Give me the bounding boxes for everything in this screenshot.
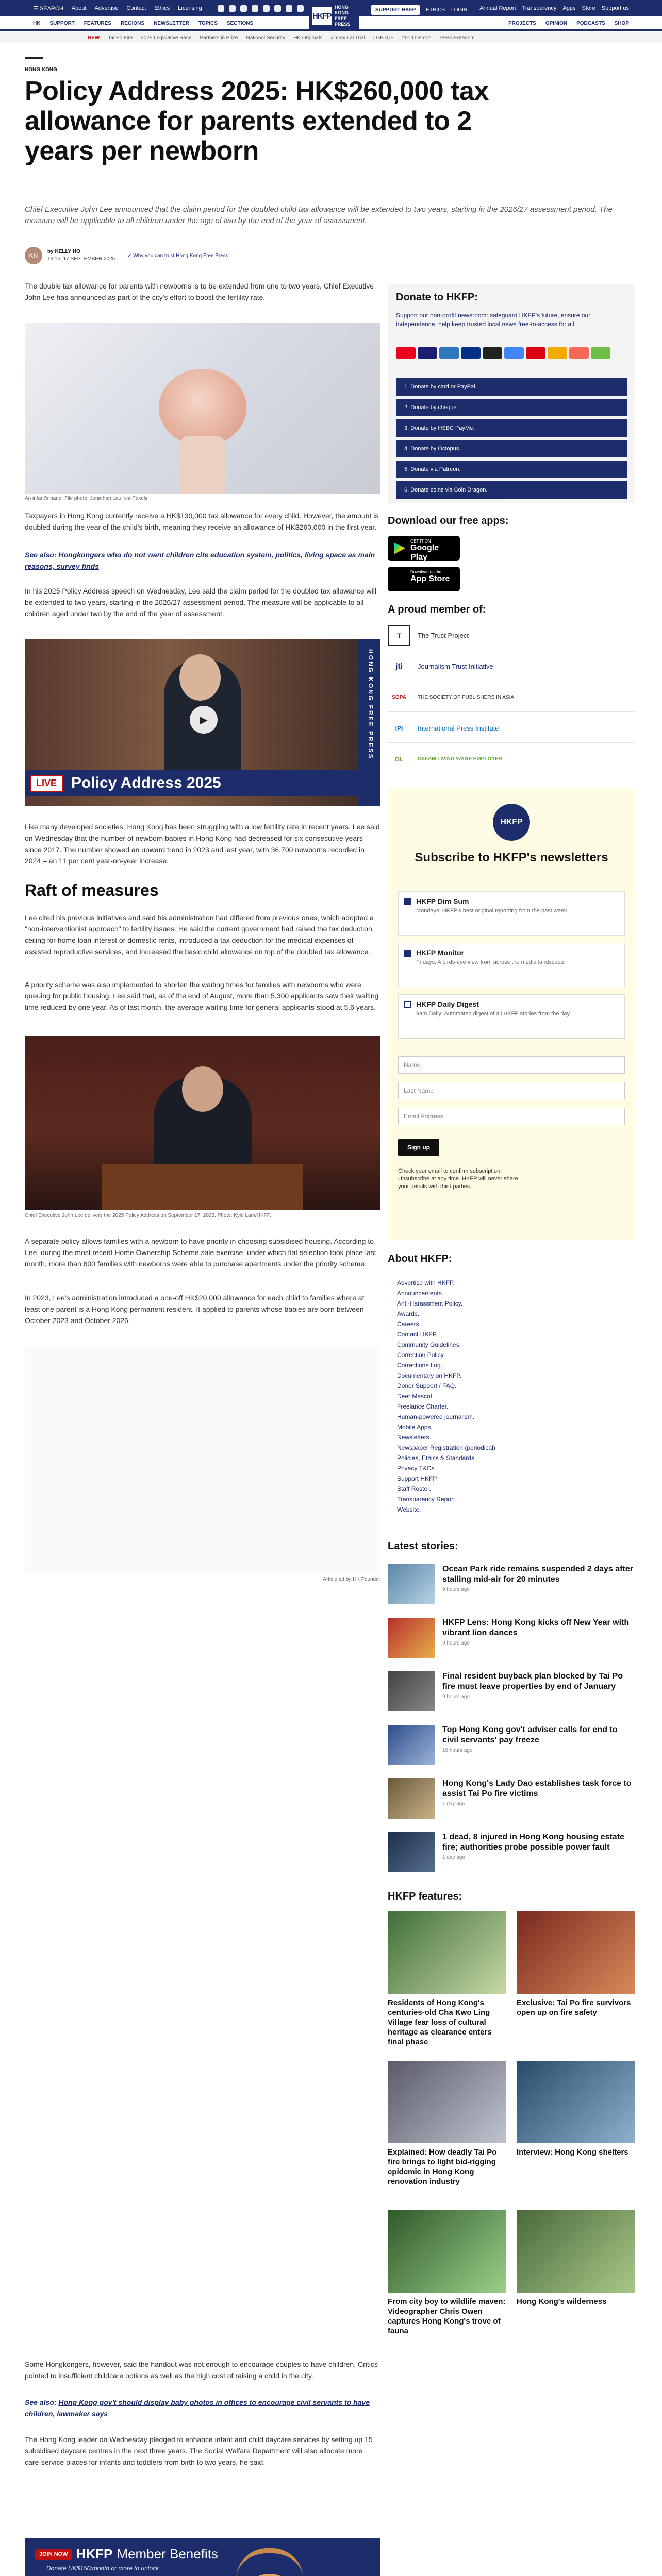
about-link[interactable]: Transparency Report.: [397, 1496, 457, 1503]
member-name: OXFAM LIVING WAGE EMPLOYER: [418, 756, 502, 762]
donate-more-link[interactable]: More ways to support independent media.: [396, 493, 502, 499]
sopa-logo: SOPA: [392, 694, 406, 700]
about-link[interactable]: Anti-Harassment Policy.: [397, 1300, 463, 1307]
author-name[interactable]: by KELLY HO: [47, 249, 80, 255]
section-heading: Raft of measures: [25, 881, 159, 900]
nav-opinion[interactable]: OPINION: [545, 20, 568, 26]
header-actions: [371, 3, 467, 16]
newsletter-checkbox[interactable]: [404, 1001, 411, 1008]
see-also-label: See also:: [25, 2398, 57, 2406]
latest-story[interactable]: [388, 1618, 635, 1665]
infant-hand-photo: [25, 323, 380, 494]
member-name: THE SOCIETY OF PUBLISHERS IN ASIA: [418, 694, 515, 700]
article-category[interactable]: HONG KONG: [25, 67, 57, 73]
top-link-licensing[interactable]: Licensing: [178, 5, 202, 11]
about-link[interactable]: Privacy T&Cs.: [397, 1465, 436, 1472]
threads-icon[interactable]: [252, 5, 258, 12]
byline: [25, 245, 228, 266]
x-icon[interactable]: [229, 5, 236, 12]
logo-mark: HKFP: [312, 7, 332, 25]
paragraph: In his 2025 Policy Address speech on Wednesday, Lee said the claim period for the doubled tax allowance will be extended to two years, starting in the 2026/27 assessment period. The measure will be applicable to all children aged under two by the end of the year of assessment.: [25, 587, 377, 618]
title-rule: [25, 57, 43, 59]
member-name: The Trust Project: [418, 631, 469, 639]
nav-topics[interactable]: TOPICS: [198, 20, 218, 26]
nav-podcasts[interactable]: PODCASTS: [576, 20, 605, 26]
story-time: 19 hours ago: [442, 1748, 473, 1753]
visa-icon: [418, 347, 437, 359]
podium: [102, 1164, 303, 1210]
ticker-item[interactable]: HK Originals: [293, 35, 323, 41]
gp-small: GET IT ON: [410, 539, 431, 544]
feature-title[interactable]: Interview: Hong Kong shelters: [517, 2148, 628, 2157]
story-thumbnail[interactable]: [388, 1832, 435, 1872]
about-link[interactable]: Awards.: [397, 1310, 420, 1317]
story-time: 9 hours ago: [442, 1587, 470, 1592]
trust-link[interactable]: ✓ Why you can trust Hong Kong Free Press: [127, 252, 228, 259]
gp-label: Google Play: [410, 544, 439, 562]
feature-title[interactable]: Hong Kong's wilderness: [517, 2297, 607, 2306]
search-label: SEARCH: [39, 5, 63, 12]
ticker-item[interactable]: National Security: [246, 35, 286, 41]
story-thumbnail[interactable]: [388, 1725, 435, 1765]
donate-buttons: [388, 375, 635, 499]
oxfam-logo: OL: [394, 756, 404, 763]
search-link[interactable]: ☰ SEARCH: [33, 5, 63, 12]
amex-icon: [439, 347, 459, 359]
ticker-item[interactable]: LGBTQ+: [373, 35, 394, 41]
octopus-icon: [548, 347, 567, 359]
paragraph: The Hong Kong leader on Wednesday pledged to enhance infant and child daycare services by setting up 15 subsidised daycare centres in the next three years. The Social Welfare Department will also allocate more care-service places for infants and toddlers from birth to two years, he said.: [25, 2435, 373, 2466]
newsletter-option[interactable]: [398, 994, 625, 1039]
ipi-logo: IPI: [395, 724, 403, 732]
video-banner: [25, 770, 358, 796]
googlepay-icon: [504, 347, 524, 359]
donate-patreon-button[interactable]: 5. Donate via Patreon.: [396, 461, 627, 478]
newsletter-option[interactable]: [398, 943, 625, 987]
see-also: [25, 549, 380, 572]
nav-regions[interactable]: REGIONS: [120, 20, 145, 26]
email-icon[interactable]: [286, 5, 292, 12]
ticker-item[interactable]: Jimmy Lai Trial: [330, 35, 365, 41]
about-link[interactable]: Deer Mascot.: [397, 1393, 434, 1400]
nav-features[interactable]: FEATURES: [84, 20, 111, 26]
about-link[interactable]: Staff Roster.: [397, 1485, 431, 1493]
ad-label: Article ad by HK Founder: [323, 1577, 380, 1582]
member-org[interactable]: [388, 652, 635, 681]
newsletter-checkbox[interactable]: [404, 898, 411, 905]
newsletter-desc: Mondays: HKFP's best original reporting from the past week.: [416, 908, 569, 914]
paragraph: In 2023, Lee's administration introduced a one-off HK$20,000 allowance for each child to families where at least one parent is a Hong Kong permanent resident. It applied to parents whose babies are born between October 2023 and October 2026.: [25, 1294, 365, 1325]
feature-title[interactable]: Exclusive: Tai Po fire survivors open up on fire safety: [517, 1998, 631, 2017]
about-link[interactable]: Community Guidelines.: [397, 1341, 461, 1348]
newsletter-logo: HKFP: [493, 804, 530, 841]
donate-cheque-button[interactable]: 2. Donate by cheque.: [396, 399, 627, 416]
email-field[interactable]: Email Address: [398, 1108, 625, 1125]
nav-shop[interactable]: SHOP: [614, 20, 629, 26]
newsletter-card: [388, 788, 635, 1240]
member-name: Journalism Trust Initiative: [418, 662, 493, 670]
nav-projects[interactable]: PROJECTS: [508, 20, 536, 26]
feature-thumbnail[interactable]: [517, 2061, 635, 2143]
paragraph: Taxpayers in Hong Kong currently receive a HK$130,000 tax allowance for every child. However, the amount is doubled during the year of the child's birth, meaning they receive an allowance of HK$260,000 in the first year.: [25, 512, 379, 531]
support-hkfp-button[interactable]: SUPPORT HKFP: [371, 5, 420, 15]
top-link-advertise[interactable]: Advertise: [94, 5, 119, 11]
top-link-transparency[interactable]: Transparency: [522, 5, 557, 11]
top-link-about[interactable]: About: [71, 5, 87, 11]
youtube-icon[interactable]: [274, 5, 281, 12]
about-link[interactable]: Mobile Apps.: [397, 1423, 433, 1431]
newsletter-title: Subscribe to HKFP's newsletters: [415, 851, 608, 865]
member-org[interactable]: [388, 683, 635, 712]
benefits-brand: HKFP: [76, 2546, 113, 2562]
about-link[interactable]: Contact HKFP.: [397, 1331, 438, 1338]
newsletter-desc: 9am Daily: Automated digest of all HKFP stories from the day.: [416, 1011, 571, 1017]
member-org[interactable]: [388, 714, 635, 743]
newsletter-name: HKFP Daily Digest: [416, 1000, 479, 1008]
ticker-item[interactable]: Press Freedom: [439, 35, 475, 41]
topic-ticker: [0, 32, 662, 43]
feature-title[interactable]: Residents of Hong Kong's centuries-old Cha Kwo Ling Village fear loss of cultural heritage as clearance enters final phase: [388, 1998, 492, 2046]
google-play-button[interactable]: [388, 536, 460, 561]
facebook-icon[interactable]: [218, 5, 224, 12]
login-link[interactable]: LOGIN: [451, 7, 468, 13]
policy-address-video[interactable]: [25, 639, 380, 806]
nav-sections[interactable]: SECTIONS: [227, 20, 254, 26]
publish-date: 16:15, 17 SEPTEMBER 2025: [47, 256, 115, 262]
google-play-icon: [394, 542, 405, 554]
top-link-annual-report[interactable]: Annual Report: [479, 5, 516, 11]
john-lee-photo: [25, 1036, 380, 1210]
payme-icon: [526, 347, 545, 359]
see-also-link[interactable]: Hongkongers who do not want children cite education system, politics, living space as main reasons, survey finds: [25, 551, 375, 570]
top-link-support[interactable]: Support us: [601, 5, 629, 11]
latest-story[interactable]: [388, 1671, 635, 1719]
newsletter-desc: Fridays: A birds-eye view from across the media landscape.: [416, 959, 566, 965]
feature-thumbnail[interactable]: [388, 2210, 506, 2293]
latest-story[interactable]: [388, 1564, 635, 1612]
about-link[interactable]: Freelance Charter.: [397, 1403, 449, 1410]
about-title: About HKFP:: [388, 1253, 452, 1264]
feature-thumbnail[interactable]: [388, 1911, 506, 1994]
article-title: Policy Address 2025: HK$260,000 tax allowance for parents extended to 2 years per newborn: [25, 76, 489, 166]
about-link[interactable]: Advertise with HKFP.: [397, 1279, 455, 1286]
deer-mascot-icon: [216, 2548, 324, 2576]
story-title[interactable]: Ocean Park ride remains suspended 2 days after stalling mid-air for 20 minutes: [442, 1565, 633, 1584]
article-subtitle: Chief Executive John Lee announced that the claim period for the doubled child tax allowance will be extended to two years, starting in the 2026/27 assessment period. The measure will be applicable to all children under the age of two by the end of the year of assessment.: [25, 205, 613, 225]
benefits-subtitle: Donate HK$150/month or more to unlock: [46, 2565, 159, 2572]
benefits-header: [35, 2546, 218, 2562]
member-org[interactable]: [388, 621, 635, 650]
feature-thumbnail[interactable]: [517, 2210, 635, 2293]
feature-card[interactable]: [517, 2210, 635, 2307]
about-link[interactable]: Human-powered journalism.: [397, 1413, 475, 1420]
nav-newsletter[interactable]: NEWSLETTER: [154, 20, 189, 26]
trust-project-logo: T: [388, 625, 410, 646]
about-list: [397, 1278, 624, 1515]
about-link[interactable]: Documentary on HKFP.: [397, 1372, 462, 1379]
video-banner-title: Policy Address 2025: [71, 774, 221, 791]
join-now-badge[interactable]: JOIN NOW: [35, 2549, 72, 2560]
about-link[interactable]: Website.: [397, 1506, 421, 1513]
feature-title[interactable]: From city boy to wildlife maven: Videographer Chris Owen captures Hong Kong's trove of fauna: [388, 2297, 506, 2335]
speaker-head: [179, 654, 221, 701]
play-icon[interactable]: ▶: [190, 706, 218, 734]
app-store-button[interactable]: [388, 567, 460, 591]
newsletter-name: HKFP Monitor: [416, 948, 465, 957]
paragraph: A separate policy allows families with a newborn to have priority in choosing subsidised housing. According to Lee, during the most recent Home Ownership Scheme sale exercise, under which flat selection took place last month, more than 800 families with newborns were able to purchase apartments under the priority scheme.: [25, 1237, 376, 1268]
nav-support[interactable]: SUPPORT: [49, 20, 75, 26]
paragraph: Some Hongkongers, however, said the handout was not enough to encourage couples to have children. Critics pointed to insufficient childcare options as well as the high cost of raising a child in the city.: [25, 2360, 378, 2380]
member-title: A proud member of:: [388, 604, 486, 615]
ticker-item[interactable]: Partners in Prize: [200, 35, 238, 41]
story-thumbnail[interactable]: [388, 1778, 435, 1819]
latest-title: Latest stories:: [388, 1540, 458, 1552]
donate-card-button[interactable]: 1. Donate by card or PayPal.: [396, 378, 627, 396]
about-link[interactable]: Newspaper Registration (periodical).: [397, 1444, 498, 1451]
paragraph: Lee cited his previous initiatives and said his administration had differed from previous ones, which adopted a "non-interventionist approach" to fertility issues. He said the current government had raised the tax deduction ceiling for home loan interest or domestic rents, introduced a tax deduction for the medical expenses of assisted reproductive services, and increased the basic child allowance on top of the doubled tax allowance.: [25, 913, 374, 956]
story-title[interactable]: 1 dead, 8 injured in Hong Kong housing estate fire; authorities probe possible power fault: [442, 1833, 624, 1852]
story-title[interactable]: HKFP Lens: Hong Kong kicks off New Year with vibrant lion dances: [442, 1618, 630, 1637]
paragraph: Like many developed societies, Hong Kong has been struggling with a low fertility rate in recent years. Lee said on Wednesday that the number of newborn babies in Hong Kong had decreased for six consecutive years since 2017. The number showed an upward trend in 2023 and last year, with 36,700 newborns recorded in 2024 – an 11 per cent year-on-year increase.: [25, 823, 380, 865]
about-link[interactable]: Correction Policy.: [397, 1351, 445, 1359]
donate-payme-button[interactable]: 3. Donate by HSBC PayMe.: [396, 419, 627, 437]
paragraph: A priority scheme was also implemented to shorten the waiting times for families with newborns who were queuing for public housing. Lee said that, as of the end of August, more than 5,300 applicants saw their waiting time reduced by one year. As of last month, the average waiting time for general applicants stood at 5.6 years.: [25, 980, 379, 1011]
donate-coin-button[interactable]: 6. Donate coins via Coin Dragon.: [396, 481, 627, 499]
applepay-icon: [483, 347, 502, 359]
story-thumbnail[interactable]: [388, 1564, 435, 1604]
apps-title: Download our free apps:: [388, 515, 509, 527]
see-also-link[interactable]: Hong Kong gov't should display baby photos in offices to encourage civil servants to have children, lawmaker says: [25, 2398, 370, 2418]
newsletter-checkbox[interactable]: [404, 950, 411, 957]
paragraph: The double tax allowance for parents with newborns is to be extended from one to two years, Chief Executive John Lee has announced as part of the city's effort to boost the fertility rate.: [25, 282, 374, 301]
about-link[interactable]: Newsletters.: [397, 1434, 432, 1441]
about-link[interactable]: Donor Support / FAQ.: [397, 1382, 457, 1389]
author-avatar: KN: [25, 247, 42, 264]
features-title: HKFP features:: [388, 1891, 462, 1902]
last-name-field[interactable]: Last Name: [398, 1082, 625, 1099]
ticker-item[interactable]: 2019 Demos: [402, 35, 432, 41]
latest-story[interactable]: [388, 1725, 635, 1772]
as-small: Download on the: [410, 570, 442, 574]
photo-caption: An infant's hand. File photo: Jonathan Lau, via Pexels.: [25, 496, 149, 501]
social-icons: [218, 5, 304, 12]
latest-story[interactable]: [388, 1778, 635, 1826]
ticker-new-badge: NEW: [88, 35, 100, 41]
donate-text[interactable]: Support our non-profit newsroom: safeguard HKFP's future, ensure our independence, help keep trusted local news free-to-access for all.: [396, 312, 591, 328]
see-also-label: See also:: [25, 551, 57, 559]
donate-octopus-button[interactable]: 4. Donate by Octopus.: [396, 440, 627, 457]
logo-text: HONG KONG FREE PRESS: [334, 5, 351, 27]
top-link-contact[interactable]: Contact: [126, 5, 146, 11]
instagram-icon[interactable]: [240, 5, 247, 12]
patreon-icon: [569, 347, 589, 359]
trust-label: Why you can trust Hong Kong Free Press: [133, 252, 228, 259]
story-title[interactable]: Hong Kong's Lady Dao establishes task force to assist Tai Po fire victims: [442, 1779, 632, 1798]
newsletter-name: HKFP Dim Sum: [416, 897, 469, 905]
member-name: International Press Institute: [418, 724, 499, 732]
story-thumbnail[interactable]: [388, 1618, 435, 1658]
video-side-text: HONG KONG FREE PRESS: [367, 649, 374, 760]
story-time: 1 day ago: [442, 1855, 465, 1860]
jti-logo: jti: [395, 662, 403, 671]
rss-icon[interactable]: [297, 5, 304, 12]
advertisement-slot: [25, 1347, 380, 1573]
feature-card[interactable]: [388, 2210, 506, 2336]
lang-link[interactable]: ETHICS: [426, 7, 445, 13]
feature-thumbnail[interactable]: [517, 1911, 635, 1994]
as-label: App Store: [410, 574, 450, 583]
top-link-ethics[interactable]: Ethics: [154, 5, 170, 11]
about-link[interactable]: Support HKFP.: [397, 1475, 438, 1482]
story-time: 9 hours ago: [442, 1694, 470, 1700]
donate-title: Donate to HKFP:: [396, 292, 478, 303]
nav-hk[interactable]: HK: [33, 20, 41, 26]
ticker-item[interactable]: 2025 Legislative Race: [141, 35, 192, 41]
story-title[interactable]: Final resident buyback plan blocked by Tai Po fire must leave properties by end of January: [442, 1672, 623, 1691]
story-time: 1 day ago: [442, 1801, 465, 1807]
feature-card[interactable]: [388, 2061, 506, 2187]
wrist-shape: [179, 436, 226, 494]
feature-card[interactable]: [517, 2061, 635, 2157]
latest-story[interactable]: [388, 1832, 635, 1879]
payment-icons: [396, 347, 610, 359]
mastercard-icon: [396, 347, 416, 359]
speaker-head: [182, 1066, 223, 1112]
feature-title[interactable]: Explained: How deadly Tai Po fire brings to light bid-rigging epidemic in Hong Kong renovation industry: [388, 2148, 497, 2186]
about-link[interactable]: Careers.: [397, 1320, 421, 1328]
member-org[interactable]: [388, 745, 635, 774]
first-name-field[interactable]: Name: [398, 1056, 625, 1074]
about-link[interactable]: Policies, Ethics & Standards.: [397, 1454, 476, 1462]
ticker-item[interactable]: Tai Po Fire: [108, 35, 133, 41]
member-benefits-banner[interactable]: [25, 2538, 380, 2576]
signup-button[interactable]: Sign up: [398, 1139, 439, 1156]
see-also: [25, 2397, 380, 2419]
top-link-store[interactable]: Store: [582, 5, 595, 11]
story-title[interactable]: Top Hong Kong gov't adviser calls for end to civil servants' pay freeze: [442, 1725, 618, 1744]
hand-shape: [159, 369, 246, 446]
benefits-title: Member Benefits: [117, 2546, 218, 2562]
coin-icon: [591, 347, 610, 359]
hkfp-logo[interactable]: [309, 3, 359, 29]
feature-thumbnail[interactable]: [388, 2061, 506, 2143]
donate-card: [388, 284, 635, 503]
bluesky-icon[interactable]: [263, 5, 270, 12]
story-time: 9 hours ago: [442, 1640, 470, 1646]
feature-card[interactable]: [517, 1911, 635, 2018]
live-badge: LIVE: [30, 775, 63, 792]
newsletter-option[interactable]: [398, 891, 625, 936]
photo-caption: Chief Executive John Lee delivers the 2025 Policy Address on September 17, 2025. Photo: Kyle Lam/HKFP.: [25, 1213, 271, 1218]
story-thumbnail[interactable]: [388, 1671, 435, 1711]
about-link[interactable]: Announcements.: [397, 1290, 444, 1297]
feature-card[interactable]: [388, 1911, 506, 2047]
paypal-icon: [461, 347, 481, 359]
about-link[interactable]: Corrections Log.: [397, 1362, 443, 1369]
signup-note: Check your email to confirm subscription. Unsubscribe at any time. HKFP will never share your details with third parties.: [398, 1168, 518, 1190]
top-link-apps[interactable]: Apps: [562, 5, 576, 11]
